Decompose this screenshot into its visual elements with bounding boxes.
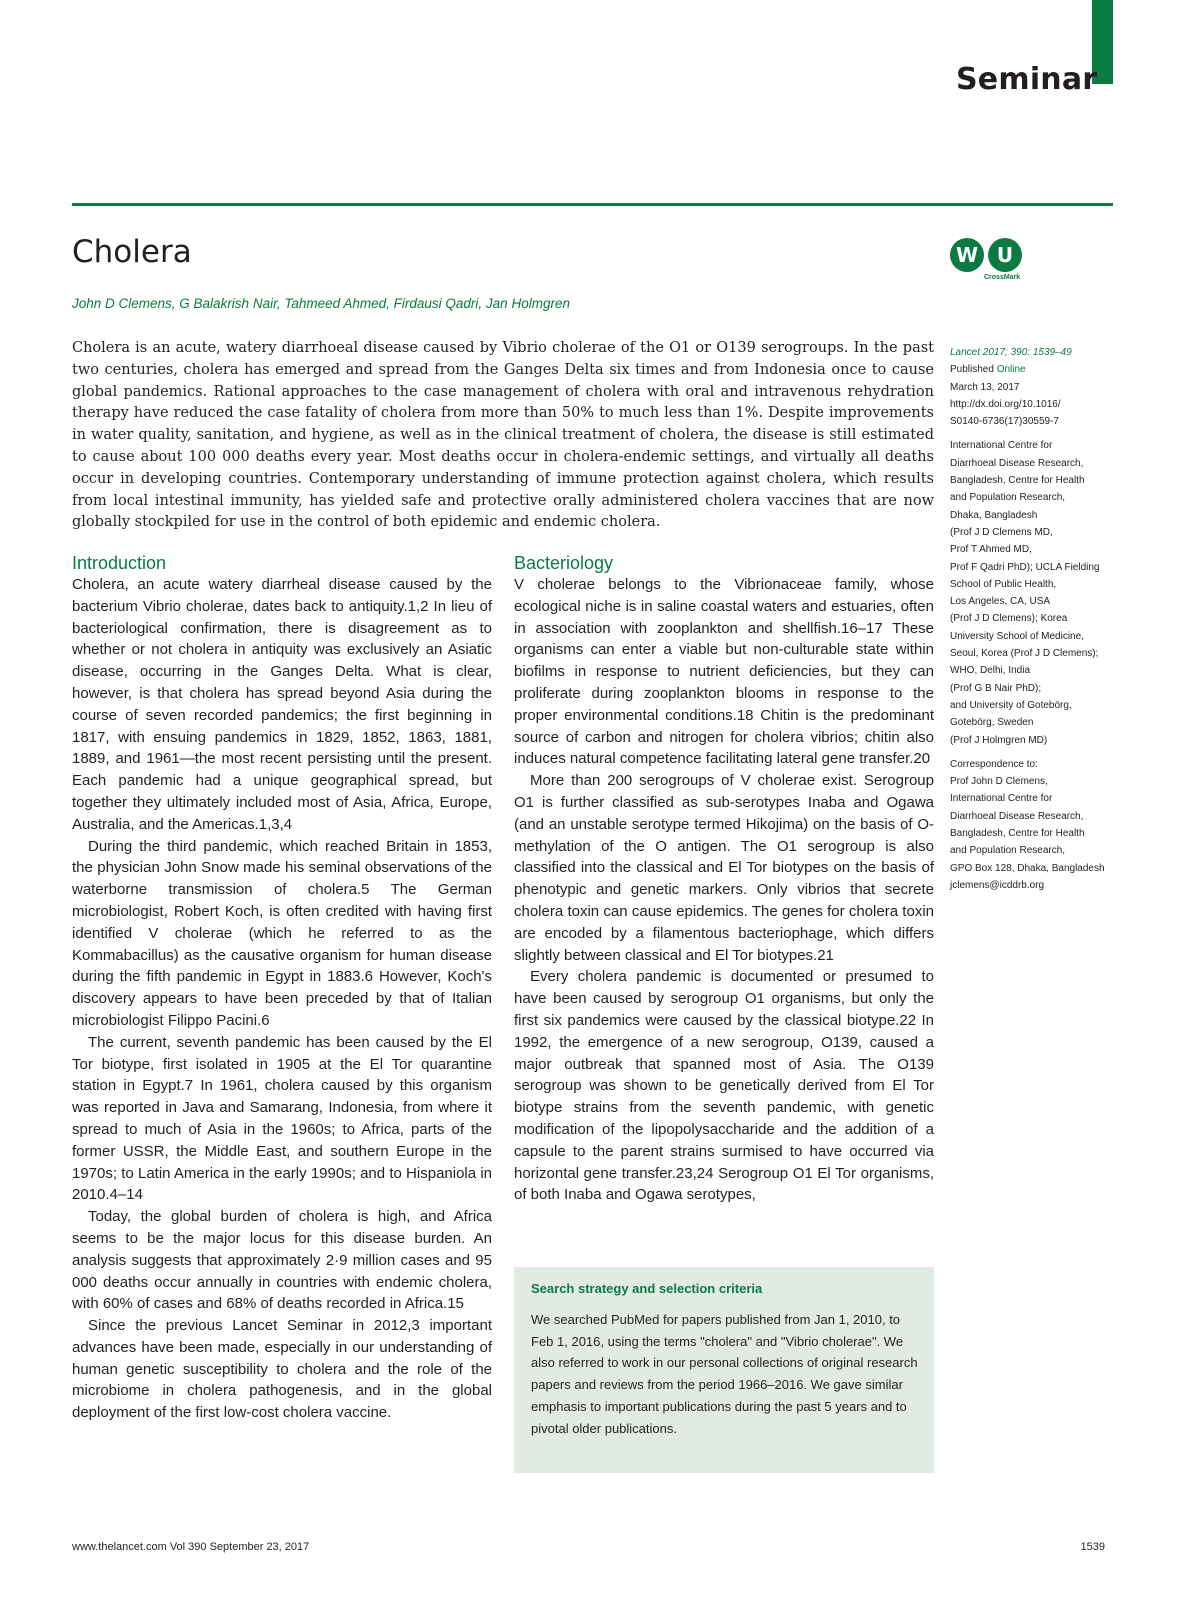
section-label: Seminar xyxy=(956,62,1098,97)
citation: Lancet 2017; 390: 1539–49 xyxy=(950,347,1072,358)
affiliations xyxy=(950,437,1120,748)
doi-link[interactable]: http://dx.doi.org/10.1016/ xyxy=(950,398,1061,410)
affiliation-line: and Population Research, xyxy=(950,492,1066,504)
article-sidebar xyxy=(950,344,1120,901)
introduction-paragraph: Today, the global burden of cholera is high, and Africa seems to be the major locus for this disease burden. An analysis suggests that approximately 2·9 million cases and 95 000 deaths occur annually in countries with endemic cholera, with 60% of cases and 68% of deaths recorded in Africa.15 xyxy=(72,1208,492,1313)
published-prefix: Published xyxy=(950,364,994,376)
correspondence-line: Bangladesh, Centre for Health xyxy=(950,828,1085,840)
search-strategy-text: We searched PubMed for papers published from Jan 1, 2010, to Feb 1, 2016, using the terms "cholera" and "Vibrio cholerae". We also referred to work in our personal collections of original research papers and reviews from the period 1966–2016. We gave similar emphasis to important publications during the past 5 years and to pivotal older publications. xyxy=(531,1312,918,1436)
introduction-paragraph: The current, seventh pandemic has been caused by the El Tor biotype, first isolated in 1905 at the El Tor quarantine station in Egypt.7 In 1961, cholera caused by this organism was reported in Java and Samarang, Indonesia, from where it spread to much of Asia in the 1960s; to Africa, parts of the former USSR, the Middle East, and southern Europe in the 1970s; to Latin America in the early 1990s; and to Hispaniola in 2010.4–14 xyxy=(72,1033,492,1204)
published-online-link[interactable]: Online xyxy=(996,364,1026,376)
affiliation-line: Prof F Qadri PhD); UCLA Fielding xyxy=(950,561,1100,573)
correspondence-line: GPO Box 128, Dhaka, Bangladesh xyxy=(950,862,1105,874)
published-line xyxy=(950,361,1120,378)
page-number: 1539 xyxy=(1080,1541,1105,1553)
abstract: Cholera is an acute, watery diarrhoeal disease caused by Vibrio cholerae of the O1 or O139 serogroups. In the past two centuries, cholera has emerged and spread from the Ganges Delta six times and from Indonesia once to cause global pandemics. Rational approaches to the case management of cholera with oral and intravenous rehydration therapy have reduced the case fatality of cholera from more than 50% to much less than 1%. Despite improvements in water quality, sanitation, and hygiene, as well as in the clinical treatment of cholera, the disease is still estimated to cause about 100 000 deaths every year. Most deaths occur in cholera-endemic settings, and virtually all deaths occur in developing countries. Contemporary understanding of immune protection against cholera, which results from local intestinal immunity, has yielded safe and protective orally administered cholera vaccines that are now globally stockpiled for use in the control of both epidemic and endemic cholera. xyxy=(72,340,934,531)
crossmark-icon[interactable]: U xyxy=(988,238,1022,272)
correspondence-line: Prof John D Clemens, xyxy=(950,776,1048,788)
affiliation-line: Los Angeles, CA, USA xyxy=(950,596,1051,608)
introduction-heading: Introduction xyxy=(72,553,167,573)
article-title: Cholera xyxy=(72,234,192,270)
affiliation-line: Diarrhoeal Disease Research, xyxy=(950,457,1084,469)
citation-block xyxy=(950,344,1120,430)
affiliation-line: Dhaka, Bangladesh xyxy=(950,509,1038,521)
affiliation-line: Prof T Ahmed MD, xyxy=(950,544,1032,556)
bacteriology-paragraph: Every cholera pandemic is documented or presumed to have been caused by serogroup O1 organisms, but only the first six pandemics were caused by the classical biotype.22 In 1992, the emergence of a new serogroup, O139, caused a major outbreak that spanned most of Asia. The O139 serogroup was shown to be genetically derived from El Tor biotype strains from the seventh pandemic, with genetic modification of the lipopolysaccharide and the addition of a capsule to the parent strains surmised to have occurred via horizontal gene transfer.23,24 Serogroup O1 El Tor organisms, of both Inaba and Ogawa serotypes, xyxy=(514,968,934,1204)
affiliation-line: WHO, Delhi, India xyxy=(950,665,1031,677)
bacteriology-paragraph: More than 200 serogroups of V cholerae exist. Serogroup O1 is further classified as sub-serotypes Inaba and Ogawa (and an unstable serotype termed Hikojima) on the basis of O-methylation of the O antigen. The O1 serogroup is also classified into the classical and El Tor biotypes on the basis of phenotypic and genetic markers. Only vibrios that secrete cholera toxin can cause epidemics. The genes for cholera toxin are encoded by a filamentous bacteriophage, which differs slightly between classical and El Tor biotypes.21 xyxy=(514,772,934,964)
affiliation-line: Gotebörg, Sweden xyxy=(950,717,1034,729)
correspondence-line: and Population Research, xyxy=(950,845,1066,857)
affiliation-line: (Prof J Holmgren MD) xyxy=(950,734,1048,746)
affiliation-line: (Prof G B Nair PhD); xyxy=(950,682,1042,694)
correspondence-line: Diarrhoeal Disease Research, xyxy=(950,810,1084,822)
footer-journal-info: www.thelancet.com Vol 390 September 23, 2017 xyxy=(72,1541,310,1553)
affiliation-line: Seoul, Korea (Prof J D Clemens); xyxy=(950,648,1099,660)
correspondence-line: Correspondence to: xyxy=(950,758,1038,770)
introduction-paragraph: Since the previous Lancet Seminar in 2012,3 important advances have been made, especially in our understanding of human genetic susceptibility to cholera and the role of the microbiome in cholera pathogenesis, and in the global deployment of the first low-cost cholera vaccine. xyxy=(72,1317,492,1422)
affiliation-line: University School of Medicine, xyxy=(950,630,1084,642)
article-badges xyxy=(948,238,1038,288)
bacteriology-column xyxy=(514,552,934,1206)
affiliation-line: and University of Gotebörg, xyxy=(950,699,1072,711)
header-rule xyxy=(72,203,1113,206)
affiliation-line: International Centre for xyxy=(950,440,1053,452)
introduction-column xyxy=(72,552,492,1424)
affiliation-line: (Prof J D Clemens); Korea xyxy=(950,613,1068,625)
correspondence-line[interactable]: jclemens@icddrb.org xyxy=(950,879,1045,891)
doi-link[interactable]: S0140-6736(17)30559-7 xyxy=(950,416,1059,428)
bacteriology-paragraph: V cholerae belongs to the Vibrionaceae family, whose ecological niche is in saline coastal waters and estuaries, often in association with zooplankton and shellfish.16–17 These organisms can enter a viable but non-culturable state within biofilms in response to nutrient deficiencies, but they can proliferate during zooplankton blooms in response to the proper environmental conditions.18 Chitin is the predominant source of carbon and nitrogen for cholera vibrios; chitin also induces natural competence facilitating lateral gene transfer.20 xyxy=(514,576,934,768)
introduction-paragraph: Cholera, an acute watery diarrheal disease caused by the bacterium Vibrio cholerae, dates back to antiquity.1,2 In lieu of bacteriological confirmation, there is disagreement as to whether or not cholera in antiquity was exclusively an Asiatic disease, occurring in the Ganges Delta. What is clear, however, is that cholera has spread beyond Asia during the course of seven recorded pandemics; the first beginning in 1817, with ensuing pandemics in 1829, 1852, 1863, 1881, 1889, and 1961—the most recent persisting until the present. Each pandemic had a unique geographical spread, but together they ultimately included most of Asia, Africa, Europe, Australia, and the Americas.1,3,4 xyxy=(72,576,492,833)
search-strategy-title: Search strategy and selection criteria xyxy=(531,1281,763,1296)
affiliation-line: School of Public Health, xyxy=(950,578,1057,590)
bacteriology-heading: Bacteriology xyxy=(514,553,614,573)
crossmark-label: CrossMark xyxy=(984,274,1021,281)
author-list: John D Clemens, G Balakrish Nair, Tahmeed Ahmed, Firdausi Qadri, Jan Holmgren xyxy=(72,296,570,311)
introduction-paragraph: During the third pandemic, which reached Britain in 1853, the physician John Snow made his seminal observations of the waterborne transmission of cholera.5 The German microbiologist, Robert Koch, is often credited with having first identified V cholerae (which he referred to as the Kommabacillus) as the causative organism for human disease during the fifth pandemic in Egypt in 1883.6 However, Koch's discovery appears to have been preceded by that of Italian microbiologist Filippo Pacini.6 xyxy=(72,837,492,1029)
correspondence xyxy=(950,756,1120,894)
correspondence-line: International Centre for xyxy=(950,793,1053,805)
open-access-icon[interactable]: W xyxy=(950,238,984,272)
search-strategy-box xyxy=(514,1267,934,1473)
affiliation-line: Bangladesh, Centre for Health xyxy=(950,475,1085,487)
affiliation-line: (Prof J D Clemens MD, xyxy=(950,526,1053,538)
publication-date: March 13, 2017 xyxy=(950,381,1020,393)
